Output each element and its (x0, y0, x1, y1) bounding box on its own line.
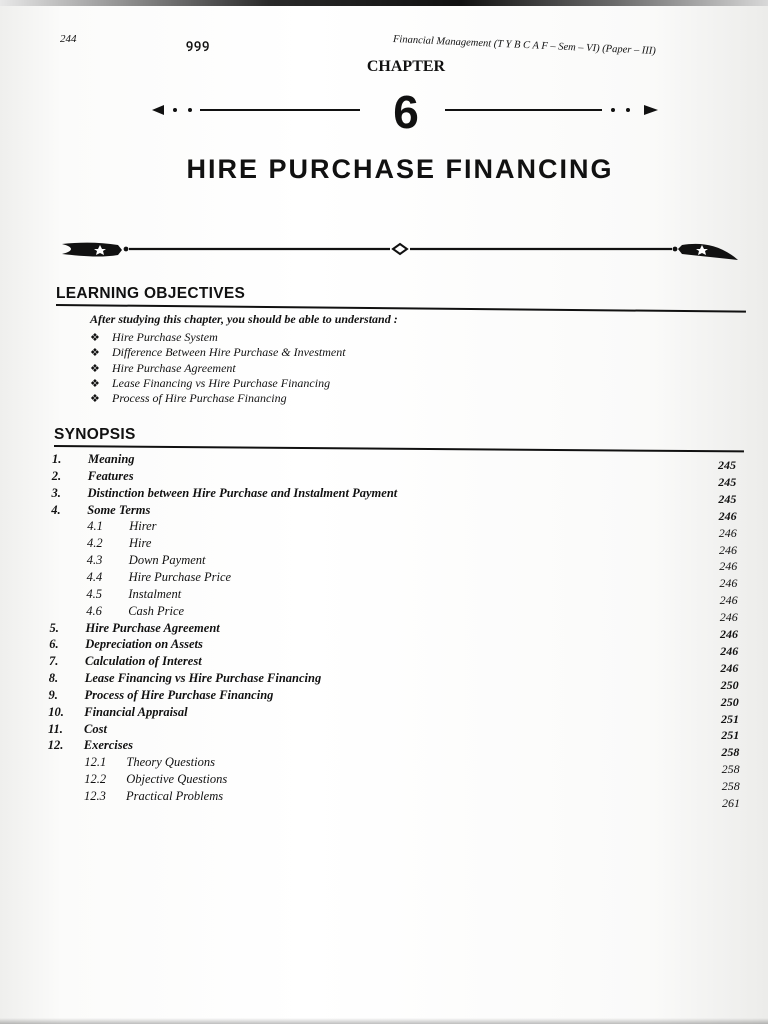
bullet-icon: ❖ (90, 393, 100, 405)
synopsis-label: Hire Purchase Price (128, 569, 232, 584)
chapter-title: HIRE PURCHASE FINANCING (186, 154, 614, 184)
right-flourish-icon (678, 244, 738, 260)
synopsis-label: Exercises (83, 738, 134, 753)
objective-item: ❖ Process of Hire Purchase Financing (90, 391, 287, 405)
synopsis-label: Lease Financing vs Hire Purchase Financing (84, 671, 322, 686)
synopsis-page-number: 246 (718, 525, 737, 540)
bullet-icon: ❖ (90, 363, 100, 375)
synopsis-page-number: 258 (721, 762, 740, 777)
synopsis-number: 12.2 (84, 772, 107, 787)
synopsis-label: Meaning (88, 452, 135, 466)
synopsis-number: 6. (49, 637, 59, 652)
synopsis-number: 12.1 (84, 755, 107, 770)
synopsis-page-number: 246 (719, 576, 738, 591)
synopsis-label: Some Terms (87, 502, 151, 517)
synopsis-number: 9. (48, 687, 58, 702)
synopsis-page-number: 245 (718, 474, 737, 489)
synopsis-page-number: 245 (718, 458, 736, 472)
bullet-icon: ❖ (90, 347, 100, 359)
synopsis-label: Depreciation on Assets (85, 637, 203, 652)
center-diamond-icon (393, 244, 407, 254)
scan-bottom-edge (0, 1018, 768, 1024)
bullet-icon: ❖ (90, 332, 100, 344)
left-flourish-icon (62, 243, 122, 257)
synopsis-number: 1. (52, 452, 62, 466)
synopsis-number: 4. (51, 502, 61, 517)
synopsis-page-number: 245 (718, 491, 737, 506)
synopsis-label: Cash Price (128, 603, 185, 618)
synopsis-number: 8. (48, 671, 59, 686)
synopsis-label: Theory Questions (126, 755, 215, 770)
synopsis-page-number: 246 (720, 643, 739, 658)
synopsis-page-number: 251 (721, 711, 739, 726)
synopsis-label: Features (87, 468, 134, 483)
synopsis-page-number: 246 (719, 610, 738, 625)
synopsis-page-number: 246 (719, 593, 738, 608)
objective-item: ❖ Hire Purchase Agreement (90, 361, 236, 375)
synopsis-label: Cost (84, 721, 107, 736)
synopsis-label: Objective Questions (126, 772, 228, 787)
synopsis-number: 3. (51, 485, 61, 500)
synopsis-page-number: 258 (721, 779, 740, 794)
synopsis-number: 4.4 (86, 569, 103, 584)
synopsis-number: 7. (49, 654, 59, 669)
synopsis-page-number: 261 (722, 796, 740, 811)
synopsis-label: Distinction between Hire Purchase and Instalment Payment (87, 485, 398, 500)
synopsis-label: Down Payment (128, 553, 206, 568)
synopsis-number: 12. (47, 738, 64, 753)
synopsis-number: 12.3 (84, 789, 106, 803)
objective-item: ❖ Hire Purchase System (90, 330, 218, 344)
synopsis-page-number: 251 (721, 728, 740, 743)
synopsis-page-number: 246 (718, 508, 737, 523)
synopsis-number: 4.3 (86, 553, 103, 568)
synopsis-number: 4.5 (86, 586, 103, 601)
synopsis-number: 11. (48, 721, 63, 736)
chapter-label: CHAPTER (366, 58, 446, 75)
synopsis-page-number: 246 (719, 542, 737, 557)
synopsis-number: 4.6 (86, 603, 102, 618)
learning-objectives-intro: After studying this chapter, you should be able to understand : (90, 312, 398, 326)
scan-top-edge (0, 0, 768, 6)
left-arrow-ornament (152, 105, 164, 115)
synopsis-number: 10. (48, 704, 64, 719)
synopsis-label: Hire Purchase Agreement (85, 620, 220, 635)
learning-objectives-rule (56, 304, 746, 312)
synopsis-label: Process of Hire Purchase Financing (84, 687, 274, 702)
synopsis-page-number: 258 (721, 745, 740, 760)
synopsis-number: 5. (49, 620, 59, 635)
running-header: Financial Management (T Y B C A F – Sem – VI) (Paper – III) (392, 34, 657, 57)
synopsis-page-number: 246 (720, 660, 739, 675)
objective-item: ❖ Difference Between Hire Purchase & Investment (90, 345, 346, 359)
synopsis-label: Calculation of Interest (85, 654, 202, 669)
publisher-logo: ꝯꝯꝯ (186, 37, 211, 51)
synopsis-label: Financial Appraisal (84, 704, 188, 719)
synopsis-label: Hire (129, 536, 152, 551)
synopsis-number: 2. (51, 468, 62, 483)
learning-objectives-heading: LEARNING OBJECTIVES (56, 285, 246, 302)
chapter-number: 6 (393, 86, 419, 138)
synopsis-page-number: 250 (720, 694, 739, 709)
page-number: 244 (60, 33, 77, 45)
synopsis-number: 4.2 (87, 536, 103, 551)
bullet-icon: ❖ (90, 378, 100, 390)
objective-item: ❖ Lease Financing vs Hire Purchase Financing (90, 376, 331, 390)
synopsis-page-number: 246 (719, 559, 738, 574)
right-arrow-ornament (644, 105, 658, 115)
synopsis-rule (54, 445, 744, 452)
synopsis-label: Practical Problems (126, 789, 224, 803)
synopsis-heading: SYNOPSIS (54, 426, 136, 443)
synopsis-number: 4.1 (87, 519, 103, 534)
synopsis-page-number: 250 (720, 677, 739, 692)
synopsis-label: Hirer (129, 519, 157, 534)
synopsis-page-number: 246 (720, 627, 738, 642)
decorative-divider (60, 236, 740, 266)
synopsis-label: Instalment (128, 586, 182, 601)
